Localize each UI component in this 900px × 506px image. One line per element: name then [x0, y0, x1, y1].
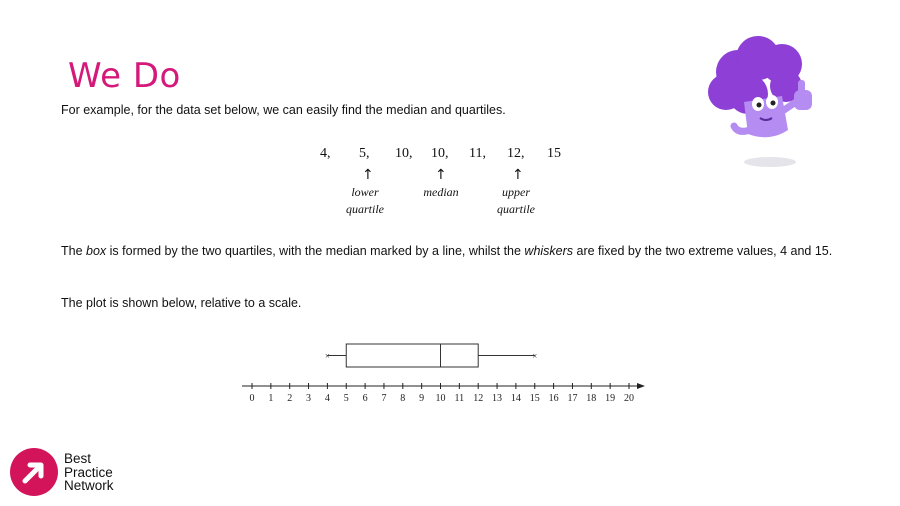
dataset-figure: [300, 140, 590, 230]
tick-label: 4: [324, 393, 330, 404]
dataset-value: 15: [547, 146, 561, 161]
min-marker: ×: [324, 351, 330, 361]
scale-note-text: The plot is shown below, relative to a scale.: [61, 296, 302, 310]
tick-label: 0: [249, 393, 255, 404]
tick-label: 19: [605, 393, 616, 404]
page-title: We Do: [68, 56, 181, 96]
tick-label: 1: [268, 393, 274, 404]
logo-text: Best Practice Network: [64, 451, 114, 493]
tick-label: 13: [492, 393, 503, 404]
max-marker: ×: [532, 351, 538, 361]
tick-label: 2: [287, 393, 293, 404]
upper-quartile-label: upper quartile: [497, 185, 535, 216]
tick-label: 20: [624, 393, 634, 404]
tick-label: 6: [362, 393, 368, 404]
tick-label: 12: [473, 393, 484, 404]
median-label: median: [423, 185, 459, 199]
tick-label: 16: [548, 393, 559, 404]
dataset-value: 4,: [320, 146, 331, 161]
tick-label: 8: [400, 393, 406, 404]
box-term: box: [86, 244, 107, 258]
intro-text: For example, for the data set below, we can easily find the median and quartiles.: [61, 103, 506, 117]
tick-label: 14: [510, 393, 521, 404]
tick-label: 9: [419, 393, 425, 404]
tick-label: 11: [454, 393, 465, 404]
arrow-up-icon: ↑: [362, 167, 374, 183]
tick-label: 7: [381, 393, 387, 404]
lower-quartile-label: lower quartile: [346, 185, 384, 216]
tick-label: 18: [586, 393, 597, 404]
dataset-value: 5,: [359, 146, 370, 161]
tick-label: 15: [529, 393, 540, 404]
box-plot: [240, 338, 650, 413]
tick-label: 5: [343, 393, 349, 404]
arrow-up-icon: ↑: [512, 167, 524, 183]
quartile-box: [346, 344, 478, 367]
dataset-value: 10,: [431, 146, 449, 161]
dataset-value: 10,: [395, 146, 413, 161]
best-practice-network-logo: [8, 446, 60, 503]
whiskers-term: whiskers: [524, 244, 574, 258]
dataset-value: 12,: [507, 146, 525, 161]
tick-label: 10: [435, 393, 446, 404]
explanation-text: The box is formed by the two quartiles, with the median marked by a line, whilst the whiskers are fixed by the two extreme values, 4 and 15.: [61, 244, 833, 258]
tick-label: 3: [306, 393, 312, 404]
tick-label: 17: [567, 393, 578, 404]
dataset-value: 11,: [469, 146, 486, 161]
arrow-up-icon: ↑: [435, 167, 447, 183]
axis-arrowhead: [637, 383, 645, 389]
